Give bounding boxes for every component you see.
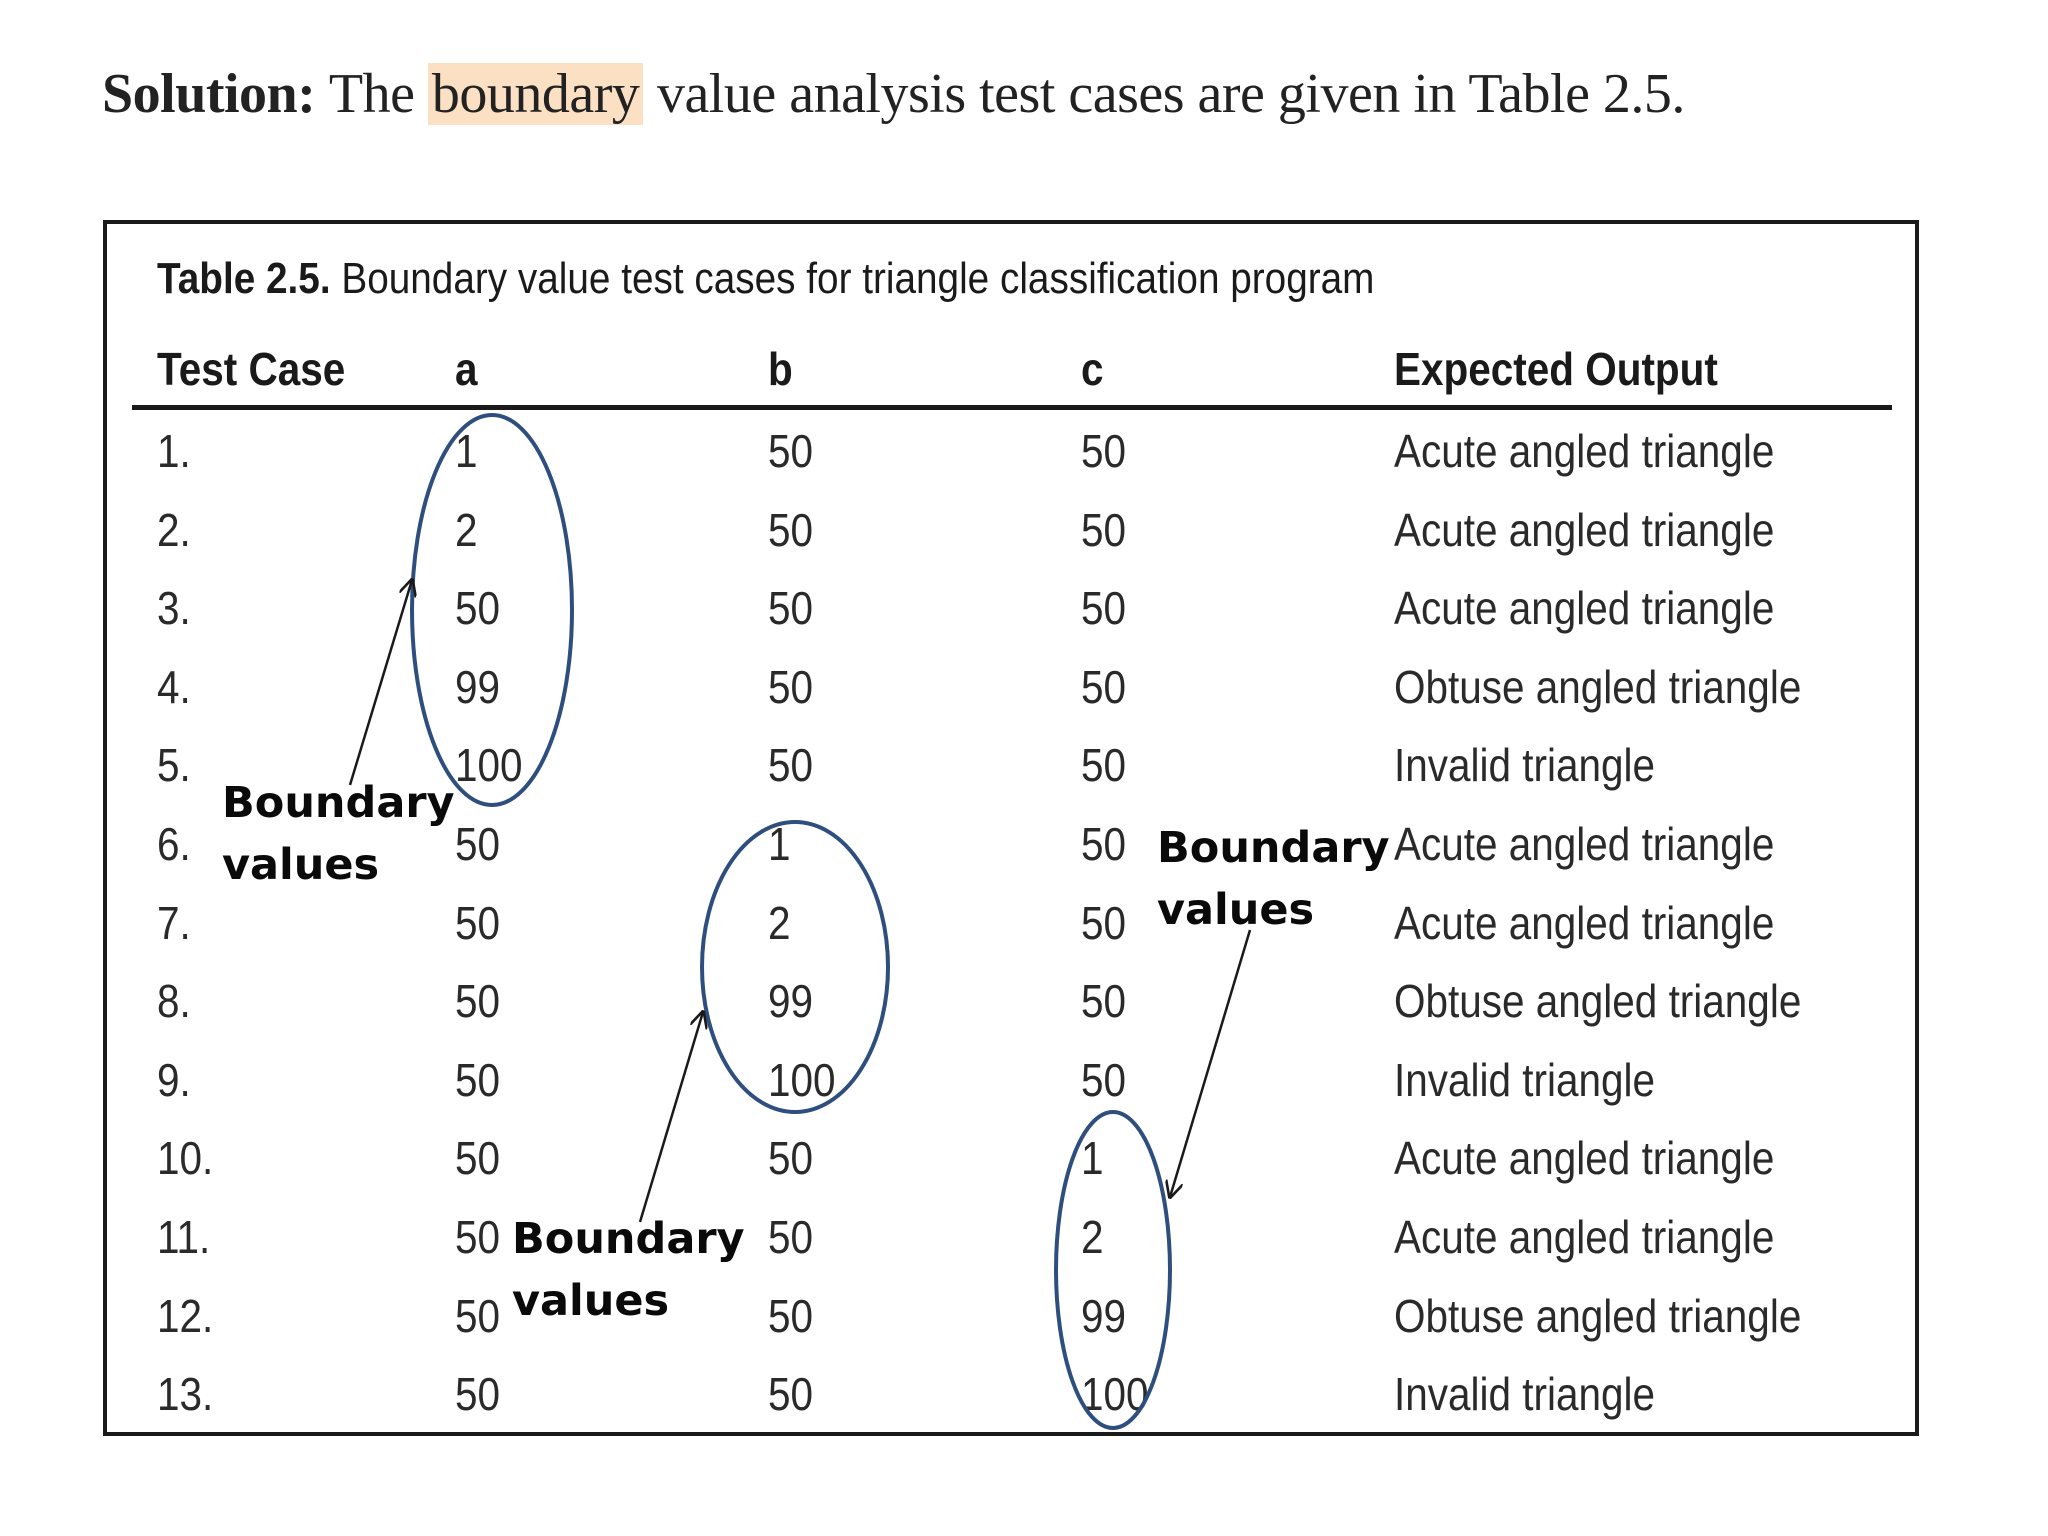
cell-b: 50 [768, 1368, 814, 1420]
cell-b: 50 [768, 425, 814, 477]
cell-expected-output: Obtuse angled triangle [1394, 975, 1802, 1027]
cell-test-case: 5. [157, 739, 191, 791]
cell-a: 2 [455, 504, 478, 556]
cell-c: 50 [1081, 1054, 1127, 1106]
cell-c: 2 [1081, 1211, 1104, 1263]
cell-expected-output: Obtuse angled triangle [1394, 1290, 1802, 1342]
cell-b: 50 [768, 582, 814, 634]
cell-test-case: 9. [157, 1054, 191, 1106]
cell-test-case: 3. [157, 582, 191, 634]
cell-b: 50 [768, 1290, 814, 1342]
cell-b: 50 [768, 661, 814, 713]
cell-expected-output: Acute angled triangle [1394, 897, 1775, 949]
annotation-a-line1: Boundary [222, 778, 455, 828]
solution-lead: Solution: [102, 63, 316, 125]
cell-c: 1 [1081, 1132, 1104, 1184]
cell-expected-output: Invalid triangle [1394, 1368, 1656, 1420]
annotation-a-line2: values [222, 840, 380, 890]
annotation-b-line2: values [512, 1276, 670, 1326]
table-caption-label: Table 2.5. [157, 254, 331, 303]
arrow-c [1170, 930, 1250, 1197]
cell-a: 50 [455, 1290, 501, 1342]
cell-expected-output: Acute angled triangle [1394, 1132, 1775, 1184]
cell-test-case: 12. [157, 1290, 214, 1342]
boundary-ellipse-b [702, 818, 888, 1112]
cell-test-case: 6. [157, 818, 191, 870]
cell-c: 50 [1081, 425, 1127, 477]
cell-expected-output: Invalid triangle [1394, 1054, 1656, 1106]
cell-expected-output: Acute angled triangle [1394, 582, 1775, 634]
table-caption-text: Boundary value test cases for triangle classification program [341, 254, 1375, 303]
cell-a: 50 [455, 1132, 501, 1184]
cell-a: 99 [455, 661, 501, 713]
highlighted-word: boundary [428, 63, 644, 125]
cell-b: 50 [768, 1211, 814, 1263]
cell-a: 50 [455, 1368, 501, 1420]
cell-a: 50 [455, 897, 501, 949]
boundary-ellipse-c [1056, 1112, 1170, 1428]
solution-text-start: The [328, 63, 415, 125]
cell-c: 50 [1081, 818, 1127, 870]
cell-c: 50 [1081, 504, 1127, 556]
annotation-c-line1: Boundary [1157, 823, 1390, 873]
cell-test-case: 4. [157, 661, 191, 713]
annotation-b-line1: Boundary [512, 1214, 745, 1264]
cell-a: 50 [455, 818, 501, 870]
cell-c: 50 [1081, 661, 1127, 713]
cell-expected-output: Obtuse angled triangle [1394, 661, 1802, 713]
cell-b: 2 [768, 897, 791, 949]
cell-c: 100 [1081, 1368, 1149, 1420]
cell-a: 50 [455, 582, 501, 634]
header-b: b [768, 343, 793, 395]
cell-b: 50 [768, 504, 814, 556]
cell-expected-output: Acute angled triangle [1394, 1211, 1775, 1263]
cell-b: 50 [768, 739, 814, 791]
cell-test-case: 10. [157, 1132, 214, 1184]
cell-test-case: 13. [157, 1368, 214, 1420]
annotation-c-line2: values [1157, 885, 1315, 935]
cell-a: 50 [455, 975, 501, 1027]
cell-test-case: 7. [157, 897, 191, 949]
cell-c: 50 [1081, 897, 1127, 949]
cell-a: 100 [455, 739, 523, 791]
cell-c: 50 [1081, 975, 1127, 1027]
boundary-ellipse-a [412, 415, 572, 805]
cell-expected-output: Invalid triangle [1394, 739, 1656, 791]
header-c: c [1081, 343, 1104, 395]
cell-c: 99 [1081, 1290, 1127, 1342]
header-test-case: Test Case [157, 343, 346, 395]
cell-test-case: 11. [157, 1211, 211, 1263]
cell-expected-output: Acute angled triangle [1394, 818, 1775, 870]
cell-test-case: 2. [157, 504, 191, 556]
cell-b: 50 [768, 1132, 814, 1184]
annotation-c [1157, 817, 1390, 941]
arrow-a [350, 580, 412, 785]
annotation-a [222, 772, 455, 896]
header-a: a [455, 343, 478, 395]
arrow-b [640, 1012, 703, 1222]
cell-a: 1 [455, 425, 478, 477]
cell-expected-output: Acute angled triangle [1394, 504, 1775, 556]
annotation-b [512, 1208, 745, 1332]
cell-test-case: 8. [157, 975, 191, 1027]
cell-c: 50 [1081, 582, 1127, 634]
cell-c: 50 [1081, 739, 1127, 791]
cell-b: 99 [768, 975, 814, 1027]
cell-a: 50 [455, 1054, 501, 1106]
header-expected-output: Expected Output [1394, 343, 1718, 395]
solution-text-end: value analysis test cases are given in Table 2.5. [656, 63, 1685, 125]
cell-expected-output: Acute angled triangle [1394, 425, 1775, 477]
cell-b: 1 [768, 818, 791, 870]
cell-a: 50 [455, 1211, 501, 1263]
cell-test-case: 1. [157, 425, 191, 477]
cell-b: 100 [768, 1054, 836, 1106]
